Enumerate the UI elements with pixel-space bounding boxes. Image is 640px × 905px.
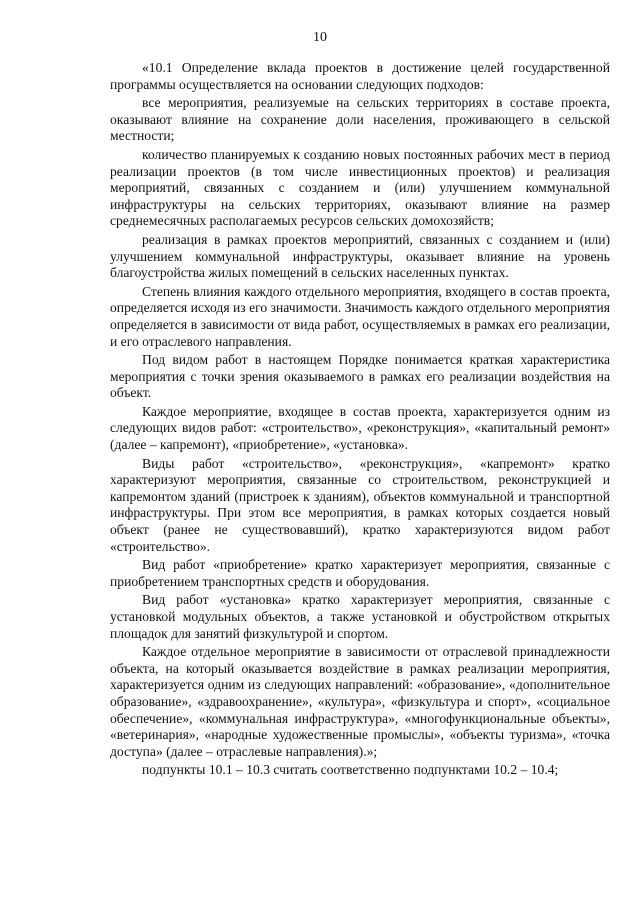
paragraph-7: Каждое мероприятие, входящее в состав проекта, характеризуется одним из следующих видов работ: «строительство», «реконструкция», «капитальный ремонт» (далее – капремонт), «приобретение», «установка». xyxy=(110,403,610,453)
paragraph-10: Вид работ «установка» кратко характеризует мероприятия, связанные с установкой модульных объектов, а также установкой и обустройством открытых площадок для занятий физкультурой и спортом. xyxy=(110,592,610,641)
paragraph-1: «10.1 Определение вклада проектов в достижение целей государственной программы осуществляется на основании следующих подходов: xyxy=(110,60,610,92)
paragraph-12: подпункты 10.1 – 10.3 считать соответственно подпунктами 10.2 – 10.4; xyxy=(142,762,559,778)
paragraph-5: Степень влияния каждого отдельного мероприятия, входящего в состав проекта, определяется исходя из его значимости. Значимость каждого отдельного мероприятия определяется в зависимости от вида работ, осуществляемых в рамках его реализации, и его отраслевого направления. xyxy=(110,283,610,349)
paragraph-2: все мероприятия, реализуемые на сельских территориях в составе проекта, оказывают влияние на сохранение доли населения, проживающего в сельской местности; xyxy=(110,95,610,144)
paragraph-4: реализация в рамках проектов мероприятий, связанных с созданием и (или) улучшением коммунальной инфраструктуры, оказывает влияние на уровень благоустройства жилых помещений в сельских населенных пунктах. xyxy=(110,231,610,281)
paragraph-3: количество планируемых к созданию новых постоянных рабочих мест в период реализации проектов (в том числе инвестиционных проектов) и реализация мероприятий, связанных с созданием и (или) улучшением коммунальной инфраструктуры на сельских территориях, оказывают влияние на размер среднемесячных располагаемых ресурсов сельских домохозяйств; xyxy=(110,146,610,229)
document-body xyxy=(110,60,610,781)
paragraph-11: Каждое отдельное мероприятие в зависимости от отраслевой принадлежности объекта, на который оказывается воздействие в рамках реализации мероприятия, характеризуется одним из следующих направлений: «образование», «дополнительное образование», «здравоохранение», «культура», «физкультура и спорт», «социальное обеспечение», «коммунальная инфраструктура», «многофункциональные объекты», «ветеринария», «народные художественные промыслы», «объекты туризма», «точка доступа» (далее – отраслевые направления).»; xyxy=(110,644,610,759)
paragraph-9: Вид работ «приобретение» кратко характеризует мероприятия, связанные с приобретением транспортных средств и оборудования. xyxy=(110,557,610,589)
page-number: 10 xyxy=(313,30,327,45)
paragraph-6: Под видом работ в настоящем Порядке понимается краткая характеристика мероприятия с точки зрения оказываемого в рамках его реализации воздействия на объект. xyxy=(110,352,610,401)
paragraph-8: Виды работ «строительство», «реконструкция», «капремонт» кратко характеризуют мероприятия, связанные со строительством, реконструкцией и капремонтом зданий (пристроек к зданиям), объектов коммунальной и транспортной инфраструктуры. При этом все мероприятия, в рамках которых создается новый объект (ранее не существовавший), кратко характеризуются видом работ «строительство». xyxy=(110,455,610,554)
